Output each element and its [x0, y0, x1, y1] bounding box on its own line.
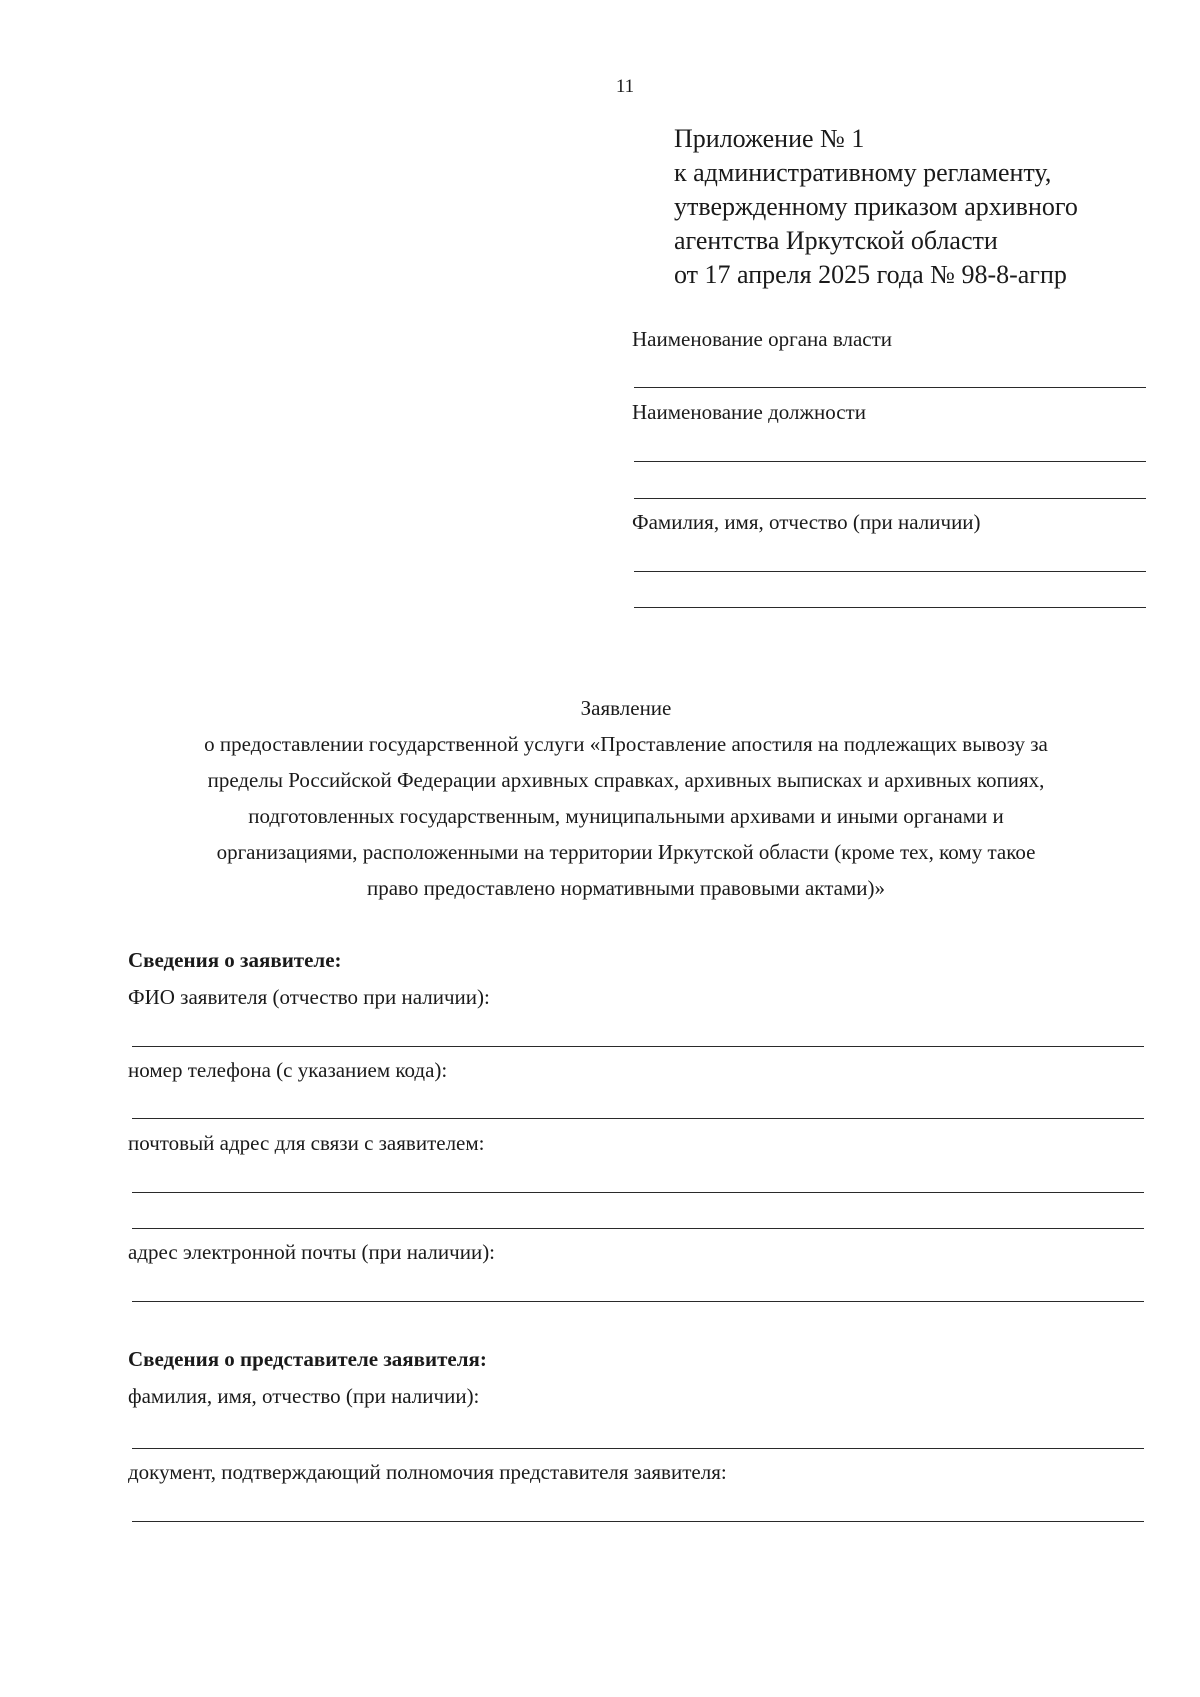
statement-subtitle-line: о предоставлении государственной услуги «Проставление апостиля на подлежащих вывозу за [204, 732, 1048, 756]
representative-section-heading: Сведения о представителе заявителя: [128, 1347, 487, 1371]
authority-label: Наименование органа власти [632, 327, 892, 351]
applicant-name-label: ФИО заявителя (отчество при наличии): [128, 985, 490, 1009]
representative-name-label: фамилия, имя, отчество (при наличии): [128, 1384, 480, 1408]
page-number: 11 [615, 76, 635, 97]
position-field-line[interactable] [634, 498, 1146, 499]
applicant-section-heading: Сведения о заявителе: [128, 948, 342, 972]
representative-document-label: документ, подтверждающий полномочия представителя заявителя: [128, 1460, 727, 1484]
statement-subtitle-line: право предоставлено нормативными правовыми актами)» [366, 876, 886, 900]
appendix-line: агентства Иркутской области [674, 226, 998, 255]
applicant-postal-field-line[interactable] [132, 1228, 1144, 1229]
full-name-field-line[interactable] [634, 607, 1146, 608]
applicant-email-label: адрес электронной почты (при наличии): [128, 1240, 496, 1264]
representative-document-field-line[interactable] [132, 1521, 1144, 1522]
applicant-postal-label: почтовый адрес для связи с заявителем: [128, 1131, 485, 1155]
full-name-label: Фамилия, имя, отчество (при наличии) [632, 510, 981, 534]
statement-subtitle-line: организациями, расположенными на территории Иркутской области (кроме тех, кому такое [216, 840, 1036, 864]
applicant-name-field-line[interactable] [132, 1046, 1144, 1047]
position-label: Наименование должности [632, 400, 866, 424]
applicant-email-field-line[interactable] [132, 1301, 1144, 1302]
appendix-header [674, 122, 1078, 292]
statement-subtitle-line: подготовленных государственным, муниципальными архивами и иными органами и [248, 804, 1004, 828]
statement-subtitle-line: пределы Российской Федерации архивных справках, архивных выписках и архивных копиях, [207, 768, 1045, 792]
applicant-phone-label: номер телефона (с указанием кода): [128, 1058, 448, 1082]
appendix-line: утвержденному приказом архивного [674, 192, 1078, 221]
statement-title: Заявление [580, 696, 672, 720]
applicant-postal-field-line[interactable] [132, 1192, 1144, 1193]
appendix-line: к административному регламенту, [674, 158, 1052, 187]
statement-title-block [120, 690, 1132, 906]
authority-field-line[interactable] [634, 387, 1146, 388]
position-field-line[interactable] [634, 461, 1146, 462]
applicant-phone-field-line[interactable] [132, 1118, 1144, 1119]
representative-name-field-line[interactable] [132, 1448, 1144, 1449]
full-name-field-line[interactable] [634, 571, 1146, 572]
appendix-line: Приложение № 1 [674, 124, 865, 153]
appendix-line: от 17 апреля 2025 года № 98-8-агпр [674, 260, 1067, 289]
